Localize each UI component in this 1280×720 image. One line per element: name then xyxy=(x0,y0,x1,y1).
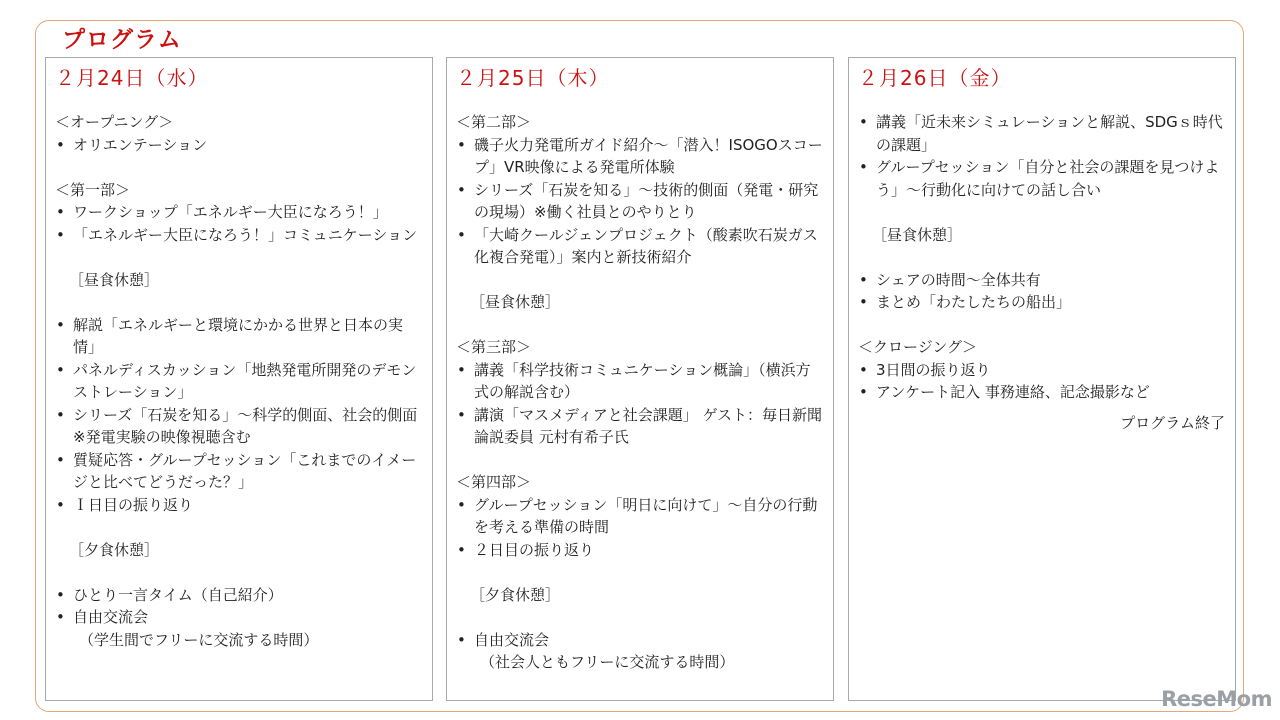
list-item: • シリーズ「石炭を知る」～科学的側面、社会的側面 ※発電実験の映像視聴含む xyxy=(55,404,424,449)
list-item: • ワークショップ「エネルギー大臣になろう！」 xyxy=(55,201,424,224)
logo-text-part2: Mom xyxy=(1216,687,1272,711)
item-list xyxy=(456,629,825,652)
logo-text-part1: Rese xyxy=(1161,687,1217,711)
list-item: • 講義「近未来シミュレーションと解説、SDGｓ時代の課題」 xyxy=(858,111,1227,156)
list-item: • 講演「マスメディアと社会課題」 ゲスト：毎日新聞論説委員 元村有希子氏 xyxy=(456,404,825,449)
item-note: （社会人ともフリーに交流する時間） xyxy=(480,653,735,671)
break-label: ［夕食休憩］ xyxy=(69,540,160,559)
item-note: （学生間でフリーに交流する時間） xyxy=(79,630,319,649)
program-end-note: プログラム終了 xyxy=(1120,413,1225,432)
list-item: • 解説「エネルギーと環境にかかる世界と日本の実情」 xyxy=(55,314,424,359)
section-heading: ＜クロージング＞ xyxy=(858,338,978,356)
item-list xyxy=(858,269,1227,314)
resemom-logo xyxy=(1161,687,1272,711)
list-item: • 磯子火力発電所ガイド紹介～「潜入！ISOGOスコープ」VR映像による発電所体験 xyxy=(456,134,825,179)
list-item: • 講義「科学技術コミュニケーション概論」（横浜方式の解説含む） xyxy=(456,359,825,404)
break-label: ［昼食休憩］ xyxy=(470,293,561,311)
day-column-1 xyxy=(45,57,433,701)
section-heading: ＜第一部＞ xyxy=(55,180,131,199)
list-item: • シリーズ「石炭を知る」～技術的側面（発電・研究の現場）※働く社員とのやりとり xyxy=(456,179,825,224)
list-item: • ２日目の振り返り xyxy=(456,539,825,562)
list-item: • まとめ「わたしたちの船出」 xyxy=(858,291,1227,314)
section-heading: ＜第二部＞ xyxy=(456,113,532,131)
list-item: • オリエンテーション xyxy=(55,134,424,157)
item-list xyxy=(456,494,825,562)
break-label: ［昼食休憩］ xyxy=(69,270,160,289)
list-item: • 3日間の振り返り xyxy=(858,359,1227,382)
break-label: ［昼食休憩］ xyxy=(872,225,963,244)
item-list xyxy=(456,134,825,269)
item-list xyxy=(858,111,1227,201)
list-item: • 自由交流会 xyxy=(456,629,825,652)
section-heading: ＜第三部＞ xyxy=(456,338,532,356)
list-item: • 「エネルギー大臣になろう！」コミュニケーション xyxy=(55,224,424,247)
list-item: • グループセッション「自分と社会の課題を見つけよう」～行動化に向けての話し合い xyxy=(858,156,1227,201)
item-list xyxy=(55,584,424,629)
day-title: ２月26日（金） xyxy=(858,66,1012,90)
list-item: • アンケート記入 事務連絡、記念撮影など xyxy=(858,381,1227,404)
list-item: • パネルディスカッション「地熱発電所開発のデモンストレーション」 xyxy=(55,359,424,404)
break-label: ［夕食休憩］ xyxy=(470,585,561,604)
section-heading: ＜第四部＞ xyxy=(456,473,532,491)
page-title: プログラム xyxy=(62,27,182,53)
day-column-2 xyxy=(446,57,834,701)
list-item: • Ｉ日目の振り返り xyxy=(55,494,424,517)
item-list xyxy=(55,201,424,246)
list-item: • シェアの時間～全体共有 xyxy=(858,269,1227,292)
list-item: • 質疑応答・グループセッション「これまでのイメージと比べてどうだった？」 xyxy=(55,449,424,494)
section-heading: ＜オープニング＞ xyxy=(55,113,174,131)
list-item: • グループセッション「明日に向けて」～自分の行動を考える準備の時間 xyxy=(456,494,825,539)
day-title: ２月25日（木） xyxy=(456,66,610,90)
item-list xyxy=(456,359,825,449)
item-list xyxy=(858,359,1227,404)
list-item: • 「大崎クールジェンプロジェクト（酸素吹石炭ガス化複合発電）」案内と新技術紹介 xyxy=(456,224,825,269)
day-column-3 xyxy=(848,57,1236,701)
item-list xyxy=(55,134,424,157)
day-title: ２月24日（水） xyxy=(55,66,209,90)
list-item: • ひとり一言タイム（自己紹介） xyxy=(55,584,424,607)
list-item: • 自由交流会 xyxy=(55,606,424,629)
item-list xyxy=(55,314,433,517)
